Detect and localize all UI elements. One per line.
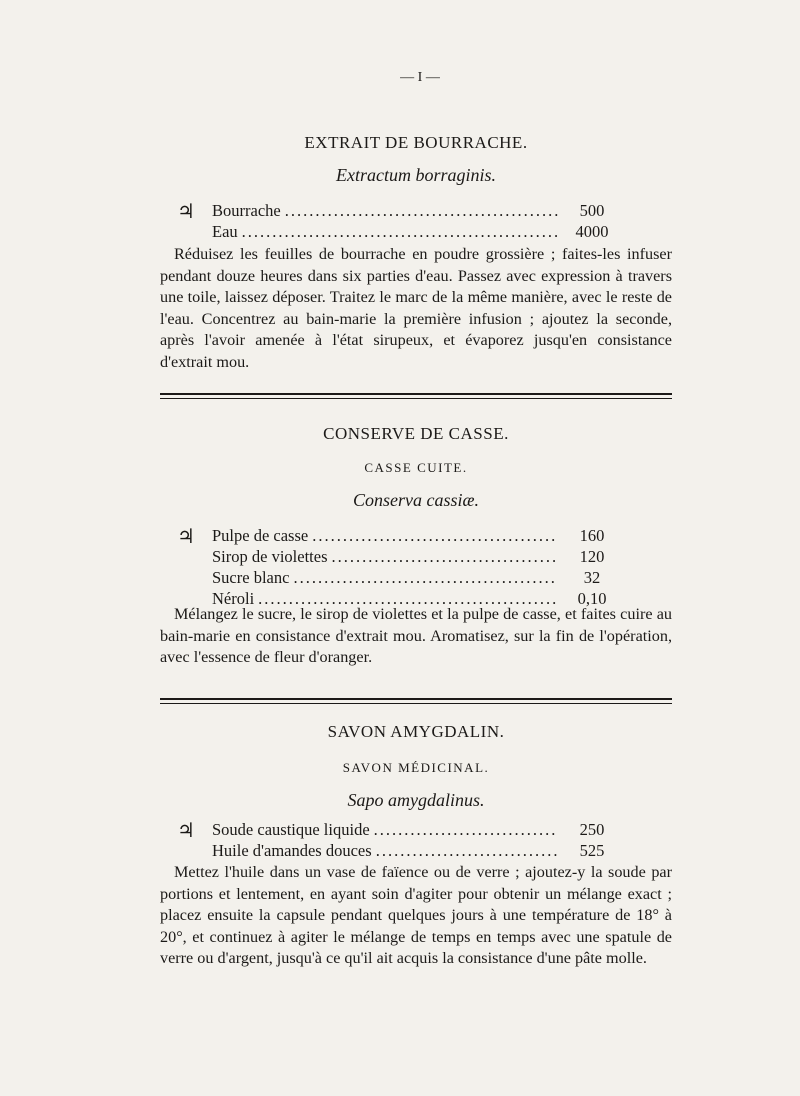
- ingredient-name: Pulpe de casse: [212, 526, 309, 545]
- ingredient-name: Eau: [212, 222, 238, 241]
- ingredient-row: [212, 568, 622, 589]
- ingredient-quantity: 500: [579, 201, 605, 220]
- ingredient-row: [212, 841, 622, 862]
- ingredient-quantity: 120: [579, 547, 605, 566]
- ingredient-name: Soude caustique liquide: [212, 820, 370, 839]
- recipe-symbol-icon: ♃: [177, 820, 195, 842]
- recipe-symbol-icon: ♃: [177, 526, 195, 548]
- section-divider: [160, 698, 672, 704]
- ingredient-row: [177, 820, 622, 842]
- ingredient-row: [212, 547, 622, 568]
- ingredients-list-savon: [177, 820, 622, 862]
- instructions-savon: [160, 862, 672, 970]
- leader-dots: [374, 820, 558, 841]
- ingredient-name: Néroli: [212, 589, 255, 608]
- latin-name-bourrache: Extractum borraginis.: [336, 165, 496, 185]
- ingredient-quantity: 0,10: [577, 589, 607, 608]
- ingredients-list-casse: [177, 526, 622, 610]
- leader-dots: [312, 526, 558, 547]
- instructions-text: Mélangez le sucre, le sirop de violettes et la pulpe de casse, et faites cuire au bain-marie en consistance d'extrait mou. Aromatisez, sur la fin de l'opération, avec l'essence de fleur d'oranger.: [160, 605, 672, 666]
- ingredient-row: [212, 222, 622, 243]
- ingredient-name: Sucre blanc: [212, 568, 290, 587]
- instructions-bourrache: [160, 244, 672, 373]
- ingredient-row: [177, 201, 622, 223]
- leader-dots: [376, 841, 558, 862]
- section-title-savon: SAVON AMYGDALIN.: [327, 722, 505, 741]
- ingredient-quantity: 32: [583, 568, 601, 587]
- section-divider: [160, 393, 672, 399]
- section-subtitle-savon: SAVON MÉDICINAL.: [342, 760, 490, 775]
- ingredient-name: Sirop de violettes: [212, 547, 328, 566]
- leader-dots: [293, 568, 558, 589]
- recipe-symbol-icon: ♃: [177, 201, 195, 223]
- ingredient-row: [177, 526, 622, 548]
- page-folio: — I —: [400, 70, 440, 85]
- instructions-text: Mettez l'huile dans un vase de faïence ou de verre ; ajoutez-y la soude par portions et lentement, en ayant soin d'agiter pour obtenir un mélange exact ; placez ensuite la capsule pendant quelques jours à une température de 18° à 20°, et continuez à agiter le mélange de temps en temps avec une spatule de verre ou d'argent, jusqu'à ce qu'il ait acquis la consistance d'une pâte molle.: [160, 863, 672, 967]
- ingredient-quantity: 4000: [575, 222, 609, 241]
- latin-name-casse: Conserva cassiæ.: [353, 490, 479, 510]
- instructions-casse: [160, 604, 672, 669]
- ingredient-name: Huile d'amandes douces: [212, 841, 372, 860]
- section-subtitle-casse: CASSE CUITE.: [364, 460, 468, 475]
- ingredient-name: Bourrache: [212, 201, 281, 220]
- latin-name-savon: Sapo amygdalinus.: [347, 790, 485, 810]
- ingredient-quantity: 525: [579, 841, 605, 860]
- ingredient-quantity: 160: [579, 526, 605, 545]
- section-title-casse: CONSERVE DE CASSE.: [323, 424, 509, 443]
- ingredients-list-bourrache: [177, 201, 622, 243]
- leader-dots: [285, 201, 558, 222]
- instructions-text: Réduisez les feuilles de bourrache en poudre grossière ; faites-les infuser pendant douze heures dans six parties d'eau. Passez avec expression à travers une toile, laissez déposer. Traitez le marc de la même manière, avec le reste de l'eau. Concentrez au bain-marie la première infusion ; ajoutez la seconde, après l'avoir amenée à l'état sirupeux, et évaporez jusqu'en consistance d'extrait mou.: [160, 245, 672, 371]
- leader-dots: [331, 547, 558, 568]
- leader-dots: [242, 222, 558, 243]
- section-title-bourrache: EXTRAIT DE BOURRACHE.: [304, 133, 528, 152]
- ingredient-quantity: 250: [579, 820, 605, 839]
